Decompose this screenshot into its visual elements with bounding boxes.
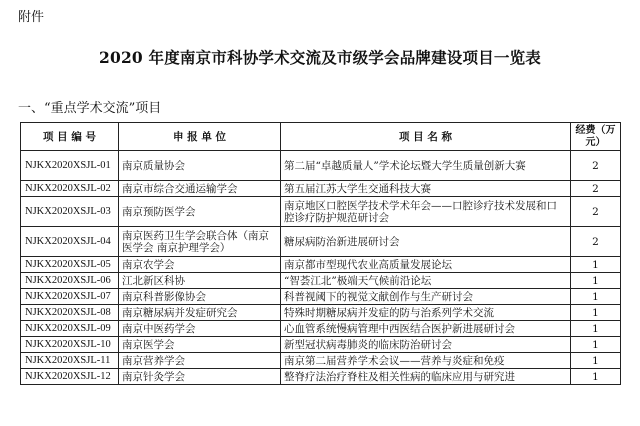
- cell-project-name: 南京都市型现代农业高质量发展论坛: [281, 257, 571, 273]
- cell-applicant-unit: 南京糖尿病并发症研究会: [119, 305, 281, 321]
- cell-project-code: NJKX2020XSJL-07: [21, 289, 119, 305]
- cell-funding: 1: [571, 369, 621, 385]
- table-row: [21, 273, 621, 289]
- cell-project-name: 心血管系统慢病管理中西医结合医护新进展研讨会: [281, 321, 571, 337]
- cell-funding: 1: [571, 273, 621, 289]
- cell-project-code: NJKX2020XSJL-05: [21, 257, 119, 273]
- cell-project-name: 第五届江苏大学生交通科技大赛: [281, 181, 571, 197]
- table-row: [21, 257, 621, 273]
- table-row: [21, 151, 621, 181]
- cell-applicant-unit: 南京科普影像协会: [119, 289, 281, 305]
- header-project-name: 项 目 名 称: [281, 123, 571, 151]
- cell-project-name: 整脊疗法治疗脊柱及相关性病的临床应用与研究进: [281, 369, 571, 385]
- table-row: [21, 181, 621, 197]
- cell-applicant-unit: 南京医药卫生学会联合体（南京医学会 南京护理学会）: [119, 227, 281, 257]
- table-row: [21, 369, 621, 385]
- cell-funding: 1: [571, 257, 621, 273]
- cell-applicant-unit: 南京中医药学会: [119, 321, 281, 337]
- cell-funding: 2: [571, 197, 621, 227]
- table-header-row: [21, 123, 621, 151]
- table-row: [21, 337, 621, 353]
- cell-project-name: 科普视阈下的视觉文献创作与生产研讨会: [281, 289, 571, 305]
- cell-applicant-unit: 江北新区科协: [119, 273, 281, 289]
- cell-funding: 1: [571, 321, 621, 337]
- table-row: [21, 353, 621, 369]
- cell-project-code: NJKX2020XSJL-11: [21, 353, 119, 369]
- cell-project-code: NJKX2020XSJL-12: [21, 369, 119, 385]
- cell-funding: 2: [571, 227, 621, 257]
- cell-project-name: “智荟江北”极端天气候前沿论坛: [281, 273, 571, 289]
- header-applicant-unit: 申 报 单 位: [119, 123, 281, 151]
- cell-funding: 2: [571, 181, 621, 197]
- cell-applicant-unit: 南京农学会: [119, 257, 281, 273]
- cell-funding: 2: [571, 151, 621, 181]
- cell-funding: 1: [571, 289, 621, 305]
- cell-project-name: 第二届“卓越质量人”学术论坛暨大学生质量创新大赛: [281, 151, 571, 181]
- attachment-label: 附件: [18, 10, 45, 25]
- cell-project-code: NJKX2020XSJL-04: [21, 227, 119, 257]
- cell-project-name: 特殊时期糖尿病并发症的防与治系列学术交流: [281, 305, 571, 321]
- table-row: [21, 321, 621, 337]
- table-row: [21, 197, 621, 227]
- table-row: [21, 305, 621, 321]
- cell-funding: 1: [571, 337, 621, 353]
- cell-funding: 1: [571, 305, 621, 321]
- cell-project-code: NJKX2020XSJL-10: [21, 337, 119, 353]
- cell-project-code: NJKX2020XSJL-09: [21, 321, 119, 337]
- table-body: [21, 151, 621, 385]
- cell-applicant-unit: 南京预防医学会: [119, 197, 281, 227]
- cell-project-name: 糖尿病防治新进展研讨会: [281, 227, 571, 257]
- cell-project-code: NJKX2020XSJL-01: [21, 151, 119, 181]
- cell-applicant-unit: 南京质量协会: [119, 151, 281, 181]
- document-title: 2020 年度南京市科协学术交流及市级学会品牌建设项目一览表: [98, 48, 542, 67]
- cell-applicant-unit: 南京医学会: [119, 337, 281, 353]
- cell-project-name: 新型冠状病毒肺炎的临床防治研讨会: [281, 337, 571, 353]
- table-row: [21, 227, 621, 257]
- cell-applicant-unit: 南京市综合交通运输学会: [119, 181, 281, 197]
- section-heading: 一、“重点学术交流”项目: [18, 101, 162, 116]
- cell-project-name: 南京第二届营养学术会议——营养与炎症和免疫: [281, 353, 571, 369]
- project-table: [20, 122, 621, 385]
- cell-project-code: NJKX2020XSJL-03: [21, 197, 119, 227]
- table-row: [21, 289, 621, 305]
- cell-funding: 1: [571, 353, 621, 369]
- cell-project-code: NJKX2020XSJL-06: [21, 273, 119, 289]
- header-project-code: 项 目 编 号: [21, 123, 119, 151]
- cell-project-name: 南京地区口腔医学技术学术年会——口腔诊疗技术发展和口腔诊疗防护规范研讨会: [281, 197, 571, 227]
- cell-applicant-unit: 南京营养学会: [119, 353, 281, 369]
- cell-project-code: NJKX2020XSJL-02: [21, 181, 119, 197]
- cell-project-code: NJKX2020XSJL-08: [21, 305, 119, 321]
- header-funding: 经费（万元）: [571, 123, 621, 151]
- cell-applicant-unit: 南京针灸学会: [119, 369, 281, 385]
